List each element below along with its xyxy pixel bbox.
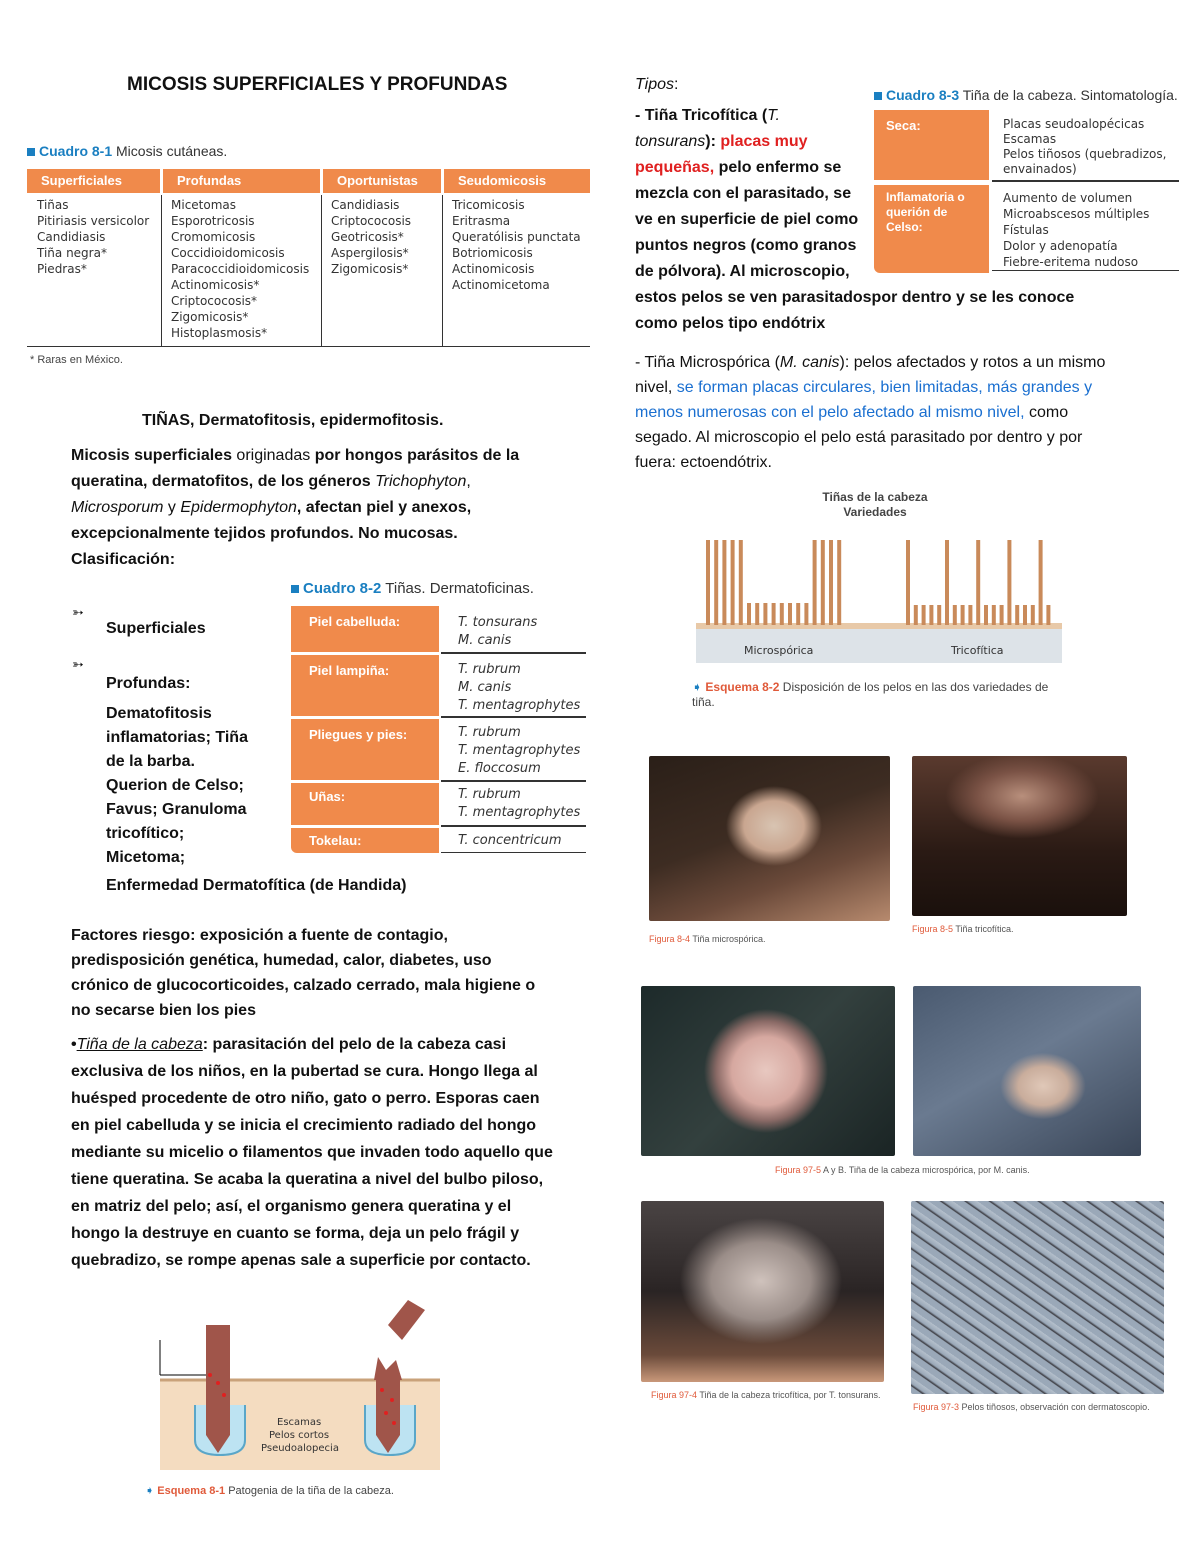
header-seudomicosis: Seudomicosis: [458, 173, 547, 188]
hair-tricofitica: [1039, 540, 1043, 625]
hair-microsporica: [813, 540, 817, 625]
cuadro-8-1-table: [27, 169, 590, 347]
figure-97-3-caption: Figura 97-3 Pelos tiñosos, observación con dermatoscopio.: [913, 1402, 1150, 1412]
label-tricofitica: Tricofítica: [951, 644, 1004, 657]
photo-tina-tricofitica: [912, 756, 1127, 916]
photo-tina-microsporica-b: [913, 986, 1141, 1156]
hair-tricofitica: [922, 605, 926, 625]
header-profundas: Profundas: [177, 173, 242, 188]
label-microsporica: Microspórica: [744, 644, 814, 657]
tipo-tricofitica-part1: - Tiña Tricofítica (T. tonsurans): placas muy pequeñas, pelo enfermo se mezcla con el parasitado, se ve en superficie de piel como puntos negros (como granos de pólvora). Al microscopio, estos pelos se ven parasitadospor dentro y se les conoce como pelos tipo endótrix: [635, 107, 1075, 332]
tipos-heading: Tipos:: [635, 76, 679, 93]
hair-microsporica: [747, 603, 751, 625]
hair-tricofitica: [945, 540, 949, 625]
header-superficiales: Superficiales: [41, 173, 122, 188]
esquema-label-pelos: Pelos cortos: [269, 1430, 330, 1441]
hair-microsporica: [722, 540, 726, 625]
cuadro-8-1-footnote: * Raras en México.: [30, 354, 123, 366]
hair-tricofitica: [1007, 540, 1011, 625]
col-seudomicosis: Tricomicosis Eritrasma Queratólisis punctata Botriomicosis Actinomicosis Actinomicetoma: [452, 198, 581, 292]
cuadro-number: Cuadro 8-1: [39, 143, 113, 159]
intro-paragraph: Micosis superficiales originadas por hongos parásitos de la queratina, dermatofitos, de los géneros Trichophyton, Microsporum y Epidermophyton, afectan piel y anexos, excepcionalmente tejidos profundos. No mucosas. Clasificación:: [71, 447, 520, 568]
hair-microsporica: [821, 540, 825, 625]
hair-microsporica: [796, 603, 800, 625]
esquema-8-2-caption: ➧ Esquema 8-2 Disposición de los pelos en las dos variedades de tiña.: [692, 680, 1049, 709]
esquema-8-1-caption: ➧ Esquema 8-1 Patogenia de la tiña de la cabeza.: [145, 1485, 394, 1497]
hair-tricofitica: [968, 605, 972, 625]
section-title: TIÑAS, Dermatofitosis, epidermofitosis.: [142, 412, 444, 429]
photo-tina-tricofitica-tonsurans: [641, 1201, 884, 1382]
photo-tina-microsporica: [649, 756, 890, 921]
hair-tricofitica: [937, 605, 941, 625]
hair-tricofitica: [1000, 605, 1004, 625]
hair-microsporica: [714, 540, 718, 625]
col-profundas: Micetomas Esporotricosis Cromomicosis Coccidioidomicosis Paracoccidioidomicosis Actinomicosis* Criptococosis* Zigomicosis* Histoplasmosis*: [171, 198, 310, 340]
cuadro-caption: Micosis cutáneas.: [116, 143, 228, 159]
esquema-8-1-diagram: [140, 1295, 450, 1480]
col-oportunistas: Candidiasis Criptococosis Geotricosis* Aspergilosis* Zigomicosis*: [331, 198, 412, 276]
hair-microsporica: [837, 540, 841, 625]
hair-microsporica: [731, 540, 735, 625]
hair-tricofitica: [906, 540, 910, 625]
cuadro-8-3-table: Seca: Inflamatoria o querión de Celso: Placas seudoalopécicas Escamas Pelos tiñosos (quebradizos, envainados) Aumento de volumen Microabscesos múltiples Fístulas Dolor y adenopatía Fiebre-eritema nudoso: [874, 110, 1179, 273]
col-superficiales: Tiñas Pitiriasis versicolor Candidiasis Tiña negra* Piedras*: [37, 198, 150, 276]
esquema-8-2-title: Tiñas de la cabeza Variedades: [822, 490, 928, 519]
hair-tricofitica: [976, 540, 980, 625]
cuadro-8-1-title: [27, 143, 227, 159]
hair-tricofitica: [961, 605, 965, 625]
cuadro-8-2-table: Piel cabelluda: Piel lampiña: Pliegues y pies: Uñas: Tokelau: T. tonsurans M. canis T. rubrum M. canis T. mentagrophytes T. rubrum T. mentagrophytes E. floccosum T. rubrum T. mentagrophytes T. concentricum: [291, 606, 586, 853]
esquema-8-2-diagram: [696, 535, 1062, 663]
hair-microsporica: [804, 603, 808, 625]
hair-tricofitica: [984, 605, 988, 625]
hair-microsporica: [763, 603, 767, 625]
hair-tricofitica: [1023, 605, 1027, 625]
esquema-label-pseudo: Pseudoalopecia: [261, 1443, 339, 1454]
square-bullet-icon: [874, 92, 882, 100]
hair-tricofitica: [1046, 605, 1050, 625]
square-bullet-icon: [27, 148, 35, 156]
page-title: MICOSIS SUPERFICIALES Y PROFUNDAS: [127, 74, 508, 95]
photo-pelos-tinosos-dermatoscopio: [911, 1201, 1164, 1394]
hair-microsporica: [780, 603, 784, 625]
hair-microsporica: [829, 540, 833, 625]
tipo-microsporica: - Tiña Microspórica (M. canis): pelos afectados y rotos a un mismo nivel, se forman placas circulares, bien limitadas, más grandes y menos numerosas con el pelo afectado al mismo nivel, como segado. Al microscopio el pelo está parasitado por dentro y por fuera: ectoendótrix.: [635, 354, 1106, 471]
figure-97-4-caption: Figura 97-4 Tiña de la cabeza tricofítica, por T. tonsurans.: [651, 1390, 881, 1400]
bullet-profundas: Profundas: Dematofitosis inflamatorias; Tiña de la barba. Querion de Celso; Favus; Granuloma tricofítico; Micetoma; Enfermedad Dermatofítica (de Handida): [106, 675, 407, 894]
hair-tricofitica: [1031, 605, 1035, 625]
hair-microsporica: [772, 603, 776, 625]
factores-riesgo: Factores riesgo: exposición a fuente de contagio, predisposición genética, humedad, calor, diabetes, uso crónico de glucocorticoides, calzado cerrado, mala higiene o no secarse bien los pies: [71, 927, 536, 1019]
bullet-superficiales: Superficiales: [106, 620, 206, 637]
hair-microsporica: [739, 540, 743, 625]
cuadro-8-3-title: Cuadro 8-3 Tiña de la cabeza. Sintomatología.: [874, 87, 1178, 103]
photo-tina-microsporica-a: [641, 986, 895, 1156]
figure-8-4-caption: Figura 8-4 Tiña microspórica.: [649, 934, 766, 944]
tina-cabeza-paragraph: •Tiña de la cabeza: parasitación del pelo de la cabeza casi exclusiva de los niños, en la pubertad se cura. Hongo llega al huésped procedente de otro niño, gato o perro. Esporas caen en piel cabelluda y se inicia el crecimiento radiado del hongo mediante su micelio o filamentos que invaden todo aquello que tiene queratina. Se acaba la queratina a nivel del bulbo piloso, en matriz del pelo; así, el organismo genera queratina y el hongo la destruye en cuanto se forma, deja un pelo frágil y quebradizo, se rompe apenas sale a superficie por contacto.: [71, 1036, 553, 1269]
arrow-bullet-icon: ➳: [72, 604, 84, 620]
hair-tricofitica: [914, 605, 918, 625]
arrow-bullet-icon: ➳: [72, 656, 84, 672]
hair-microsporica: [755, 603, 759, 625]
figure-97-5-caption: Figura 97-5 A y B. Tiña de la cabeza microspórica, por M. canis.: [775, 1165, 1030, 1175]
hair-microsporica: [788, 603, 792, 625]
cuadro-8-2-title: Cuadro 8-2 Tiñas. Dermatoficinas.: [291, 580, 534, 597]
square-bullet-icon: [291, 585, 299, 593]
figure-8-5-caption: Figura 8-5 Tiña tricofítica.: [912, 924, 1014, 934]
hair-tricofitica: [1015, 605, 1019, 625]
hair-microsporica: [706, 540, 710, 625]
hair-tricofitica: [992, 605, 996, 625]
hair-tricofitica: [953, 605, 957, 625]
header-oportunistas: Oportunistas: [337, 173, 418, 188]
hair-tricofitica: [929, 605, 933, 625]
esquema-label-escamas: Escamas: [277, 1417, 322, 1428]
